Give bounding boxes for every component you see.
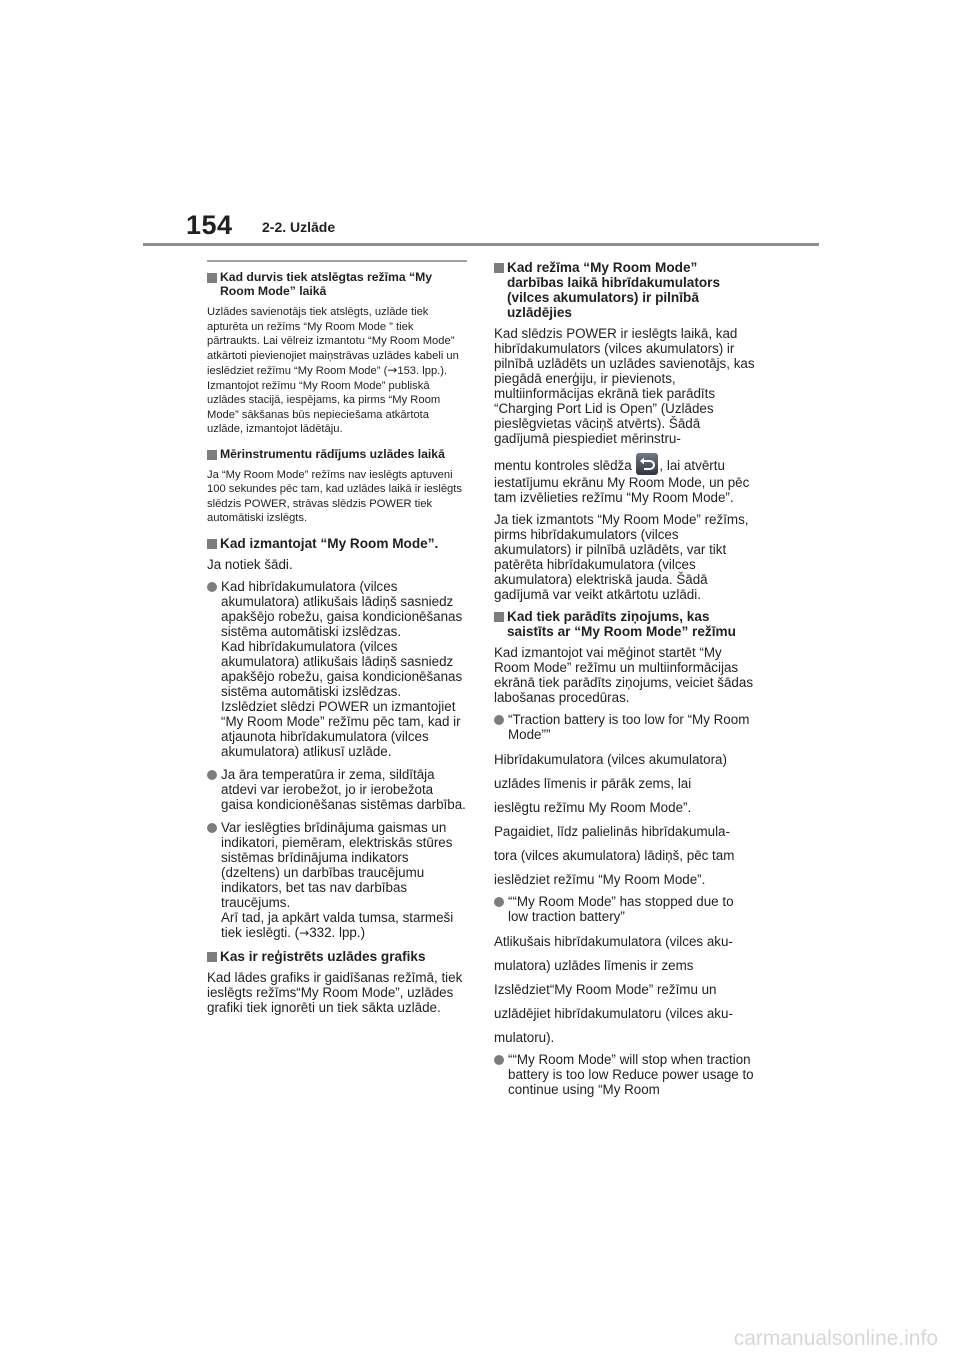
paragraph-line: uzlādējiet hibrīdakumulatoru (vilces aku- <box>494 1006 733 1021</box>
reference-arrow-icon: → <box>387 363 398 377</box>
heading-meter-display: Mērinstrumentu rādījums uzlādes laikā <box>207 447 467 461</box>
bullet-stopped-low-battery: ““My Room Mode” has stopped due to low traction battery” <box>494 894 756 924</box>
bullet-low-temperature: Ja āra temperatūra ir zema, sildītāja atdevi var ierobežot, jo ir ierobežota gaisa kondicionēšanas sistēmas darbība. <box>207 767 467 812</box>
paragraph-line: mulatora) uzlādes līmenis ir zems <box>494 958 694 973</box>
back-return-icon <box>636 453 658 475</box>
page-number: 154 <box>186 210 233 240</box>
paragraph-doors-unlocked: Uzlādes savienotājs tiek atslēgts, uzlāde tiek apturēta un režīms “My Room Mode ” tiek pārtraukts. Lai vēlreiz izmantotu “My Room Mode” atkārtoti pievienojiet maiņstrāvas uzlādes kabeli un ieslēdziet režīmu “My Room Mode” (→153. lpp.). Izmantojot režīmu “My Room Mode” publiskā uzlādes stacijā, iespējams, ka pirms “My Room Mode” sākšanas būs nepieciešama atkārtota uzlāde, izmantojot lādētāju. <box>207 306 459 435</box>
paragraph-line: Pagaidiet, līdz palielinās hibrīdakumula- <box>494 824 730 839</box>
paragraph-line: Izslēdziet“My Room Mode” režīmu un <box>494 982 717 997</box>
paragraph-charging-schedule: Kad lādes grafiks ir gaidīšanas režīmā, tiek ieslēgts režīms“My Room Mode”, uzlādes grafiki tiek ignorēti un tiek sākta uzlāde. <box>207 969 463 1015</box>
paragraph-message-displayed: Kad izmantojot vai mēģinot startēt “My Room Mode” režīmu un multiinformācijas ekrānā tiek parādīts ziņojums, veiciet šādas labošanas procedūras. <box>494 645 754 705</box>
header-rule <box>143 243 819 246</box>
left-column <box>207 260 467 1022</box>
watermark: carmanualsonline.info <box>733 1327 938 1350</box>
paragraph-recharge: Ja tiek izmantots “My Room Mode” režīms, pirms hibrīdakumulators (vilces akumulators) ir pilnībā uzlādēts, var tikt patērēta hibrīdakumulatora (vilces akumulatora) elektriskā jauda. Šādā gadījumā var veikt atkārtotu uzlādi. <box>494 512 749 602</box>
paragraph-line: Atlikušais hibrīdakumulatora (vilces aku- <box>494 934 733 949</box>
reference-arrow-icon: → <box>299 925 310 940</box>
paragraph-line: ieslēgtu režīmu My Room Mode”. <box>494 800 692 815</box>
bullet-battery-low: Kad hibrīdakumulatora (vilces akumulatora) atlikušais lādiņš sasniedz apakšējo robežu, gaisa kondicionēšanas sistēma automātiski izslēdzas. Kad hibrīdakumulatora (vilces akumulatora) atlikušais lādiņš sasniedz apakšējo robežu, gaisa kondicionēšanas sistēma automātiski izslēdzas. Izslēdziet slēdzi POWER un izmantojiet “My Room Mode” režīmu pēc tam, kad ir atjaunota hibrīdakumulatora (vilces akumulatora) atlikusī uzlāde. <box>207 579 467 759</box>
bullet-warning-lights: Var ieslēgties brīdinājuma gaismas un indikatori, piemēram, elektriskās stūres sistēmas brīdinājuma indikators (dzeltens) un darbības traucējumu indikators, bet tas nav darbības traucējums. Arī tad, ja apkārt valda tumsa, starmeši tiek ieslēgti. (→332. lpp.) <box>207 820 467 941</box>
paragraph-fully-charged: Kad slēdzis POWER ir ieslēgts laikā, kad hibrīdakumulators (vilces akumulators) ir pilnībā uzlādēts un uzlādes savienotājs, kas piegādā enerģiju, ir pievienots, multiinformācijas ekrānā tiek parādīts “Charging Port Lid is Open” (Uzlādes pieslēgvietas vāciņš atvērts). Šādā gadījumā piespiediet mērinstru- <box>494 326 755 446</box>
paragraph-meter-switch: mentu kontroles slēdža , lai atvērtu iestatījumu ekrānu My Room Mode, un pēc tam izvēlieties režīmu “My Room Mode”. <box>494 453 756 505</box>
paragraph-line: mulatoru). <box>494 1030 555 1045</box>
heading-fully-charged: Kad režīma “My Room Mode” darbības laikā hibrīdakumulators (vilces akumulators) ir pilnībā uzlādējies <box>494 260 756 320</box>
section-title: 2-2. Uzlāde <box>262 219 336 235</box>
heading-message-displayed: Kad tiek parādīts ziņojums, kas saistīts ar “My Room Mode” režīmu <box>494 609 756 639</box>
paragraph-line: uzlādes līmenis ir pārāk zems, lai <box>494 776 692 791</box>
bullet-battery-too-low: “Traction battery is too low for “My Room Mode”” <box>494 712 756 742</box>
bullet-will-stop: ““My Room Mode” will stop when traction battery is too low Reduce power usage to continue using “My Room <box>494 1052 756 1097</box>
heading-charging-schedule: Kas ir reģistrēts uzlādes grafiks <box>207 949 467 964</box>
right-column <box>494 260 756 1105</box>
paragraph-line: tora (vilces akumulatora) lādiņš, pēc tam <box>494 848 735 863</box>
heading-using-my-room-mode: Kad izmantojat “My Room Mode”. <box>207 536 467 551</box>
paragraph-intro: Ja notiek šādi. <box>207 556 293 572</box>
section-divider <box>207 260 467 262</box>
paragraph-line: ieslēdziet režīmu “My Room Mode”. <box>494 872 706 887</box>
paragraph-meter-display: Ja “My Room Mode” režīms nav ieslēgts aptuveni 100 sekundes pēc tam, kad uzlādes laikā ir ieslēgts slēdzis POWER, strāvas slēdzis POWER tiek automātiski izslēgts. <box>207 468 462 524</box>
heading-doors-unlocked: Kad durvis tiek atslēgtas režīma “My Room Mode” laikā <box>207 270 467 298</box>
paragraph-line: Hibrīdakumulatora (vilces akumulatora) <box>494 752 727 767</box>
